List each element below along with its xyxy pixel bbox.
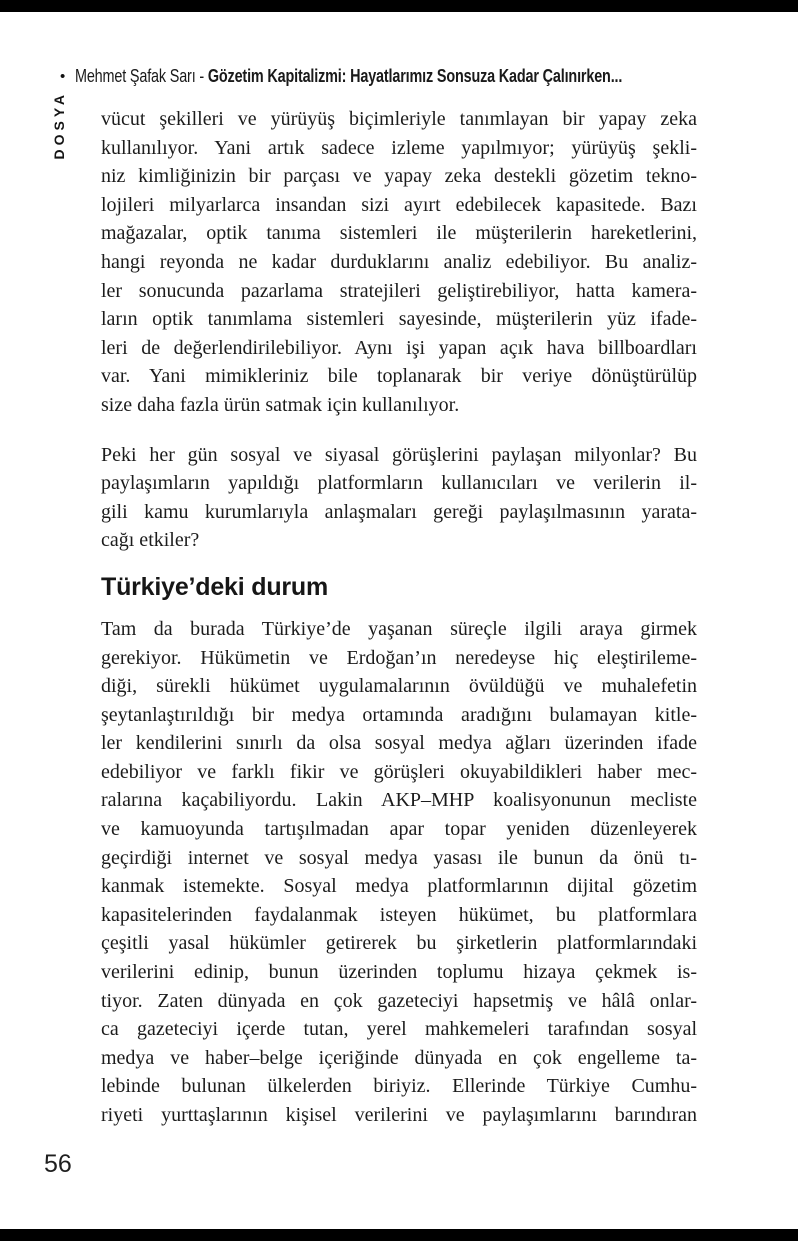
text-line: niz kimliğinizin bir parçası ve yapay zeka destekli gözetim tekno- (101, 165, 697, 188)
text-line: ve kamuoyunda tartışılmadan apar topar yeniden düzenleyerek (101, 818, 697, 841)
text-line: ca gazeteciyi içerde tutan, yerel mahkemeleri tarafından sosyal (101, 1018, 697, 1041)
text-line: kullanılıyor. Yani artık sadece izleme yapılmıyor; yürüyüş şekli- (101, 136, 697, 159)
text-line: vücut şekilleri ve yürüyüş biçimleriyle tanımlayan bir yapay zeka (101, 108, 697, 130)
header-separator: - (195, 66, 209, 86)
text-line: tiyor. Zaten dünyada en çok gazeteciyi hapsetmiş ve hâlâ onlar- (101, 989, 697, 1012)
header-bullet-icon: • (60, 68, 66, 85)
body-paragraph (101, 105, 697, 420)
text-line: cağı etkiler? (101, 529, 200, 552)
body-paragraph (101, 441, 697, 555)
text-line: kanmak istemekte. Sosyal medya platformlarının dijital gözetim (101, 875, 697, 898)
section-heading: Türkiye’deki durum (101, 572, 329, 601)
text-line: Peki her gün sosyal ve siyasal görüşlerini paylaşan milyonlar? Bu (101, 443, 697, 466)
section-label-vertical: DOSYA (51, 91, 67, 160)
text-line: leri de değerlendirilebiliyor. Aynı işi yapan açık hava billboardları (101, 336, 697, 359)
text-line: medya ve haber–belge içeriğinde dünyada en çok engelleme ta- (101, 1046, 697, 1069)
text-line: paylaşımların yapıldığı platformların kullanıcıları ve verilerin il- (101, 472, 697, 495)
text-line: ler sonucunda pazarlama stratejileri geliştirebiliyor, hatta kamera- (101, 279, 697, 302)
header-author: Mehmet Şafak Sarı (75, 66, 196, 86)
text-line: Tam da burada Türkiye’de yaşanan süreçle ilgili araya girmek (101, 617, 697, 640)
text-line: ralarına kaçabiliyordu. Lakin AKP–MHP koalisyonunun mecliste (101, 789, 697, 812)
text-line: ların optik tanımlama sistemleri sayesinde, müşterilerin yüz ifade- (101, 308, 697, 331)
text-line: gerekiyor. Hükümetin ve Erdoğan’ın neredeyse hiç eleştirileme- (101, 646, 697, 669)
text-line: size daha fazla ürün satmak için kullanılıyor. (101, 393, 460, 416)
text-line: geçirdiği internet ve sosyal medya yasası ile bunun da önü tı- (101, 846, 697, 869)
text-line: mağazalar, optik tanıma sistemleri ile müşterilerin hareketlerini, (101, 222, 697, 245)
text-line: lojileri milyarlarca insandan sizi ayırt edebilecek kapasitede. Bazı (101, 193, 697, 216)
text-column (101, 0, 697, 1130)
text-line: edebiliyor ve farklı fikir ve görüşleri okuyabildikleri haber mec- (101, 760, 697, 783)
text-line: lebinde bulunan ülkelerden biriyiz. Ellerinde Türkiye Cumhu- (101, 1075, 697, 1098)
text-line: verilerini edinip, bunun üzerinden toplumu hizaya çekmek is- (101, 961, 697, 984)
page-number: 56 (44, 1150, 72, 1178)
text-line: kapasitelerinden faydalanmak isteyen hükümet, bu platformlara (101, 903, 697, 926)
text-line: hangi reyonda ne kadar durduklarını analiz edebiliyor. Bu analiz- (101, 250, 697, 273)
header-book-title: Gözetim Kapitalizmi: Hayatlarımız Sonsuza Kadar Çalınırken... (208, 66, 623, 86)
text-line: çeşitli yasal hükümler getirerek bu şirketlerin platformlarındaki (101, 932, 697, 955)
body-paragraph (101, 615, 697, 1130)
text-line: var. Yani mimikleriniz bile toplanarak bir veriye dönüştürülüp (101, 365, 697, 388)
text-line: diği, sürekli hükümet uygulamalarının övüldüğü ve muhalefetin (101, 675, 697, 698)
text-line: şeytanlaştırıldığı bir medya ortamında aradığını bulamayan kitle- (101, 703, 697, 726)
text-line: gili kamu kurumlarıyla anlaşmaları gereği paylaşılmasının yarata- (101, 500, 697, 523)
text-line: ler kendilerini sınırlı da olsa sosyal medya ağları üzerinden ifade (101, 732, 697, 755)
text-line: riyeti yurttaşlarının kişisel verilerini ve paylaşımlarını barındıran (101, 1104, 697, 1126)
page-bottom-edge-bar (0, 1229, 798, 1241)
